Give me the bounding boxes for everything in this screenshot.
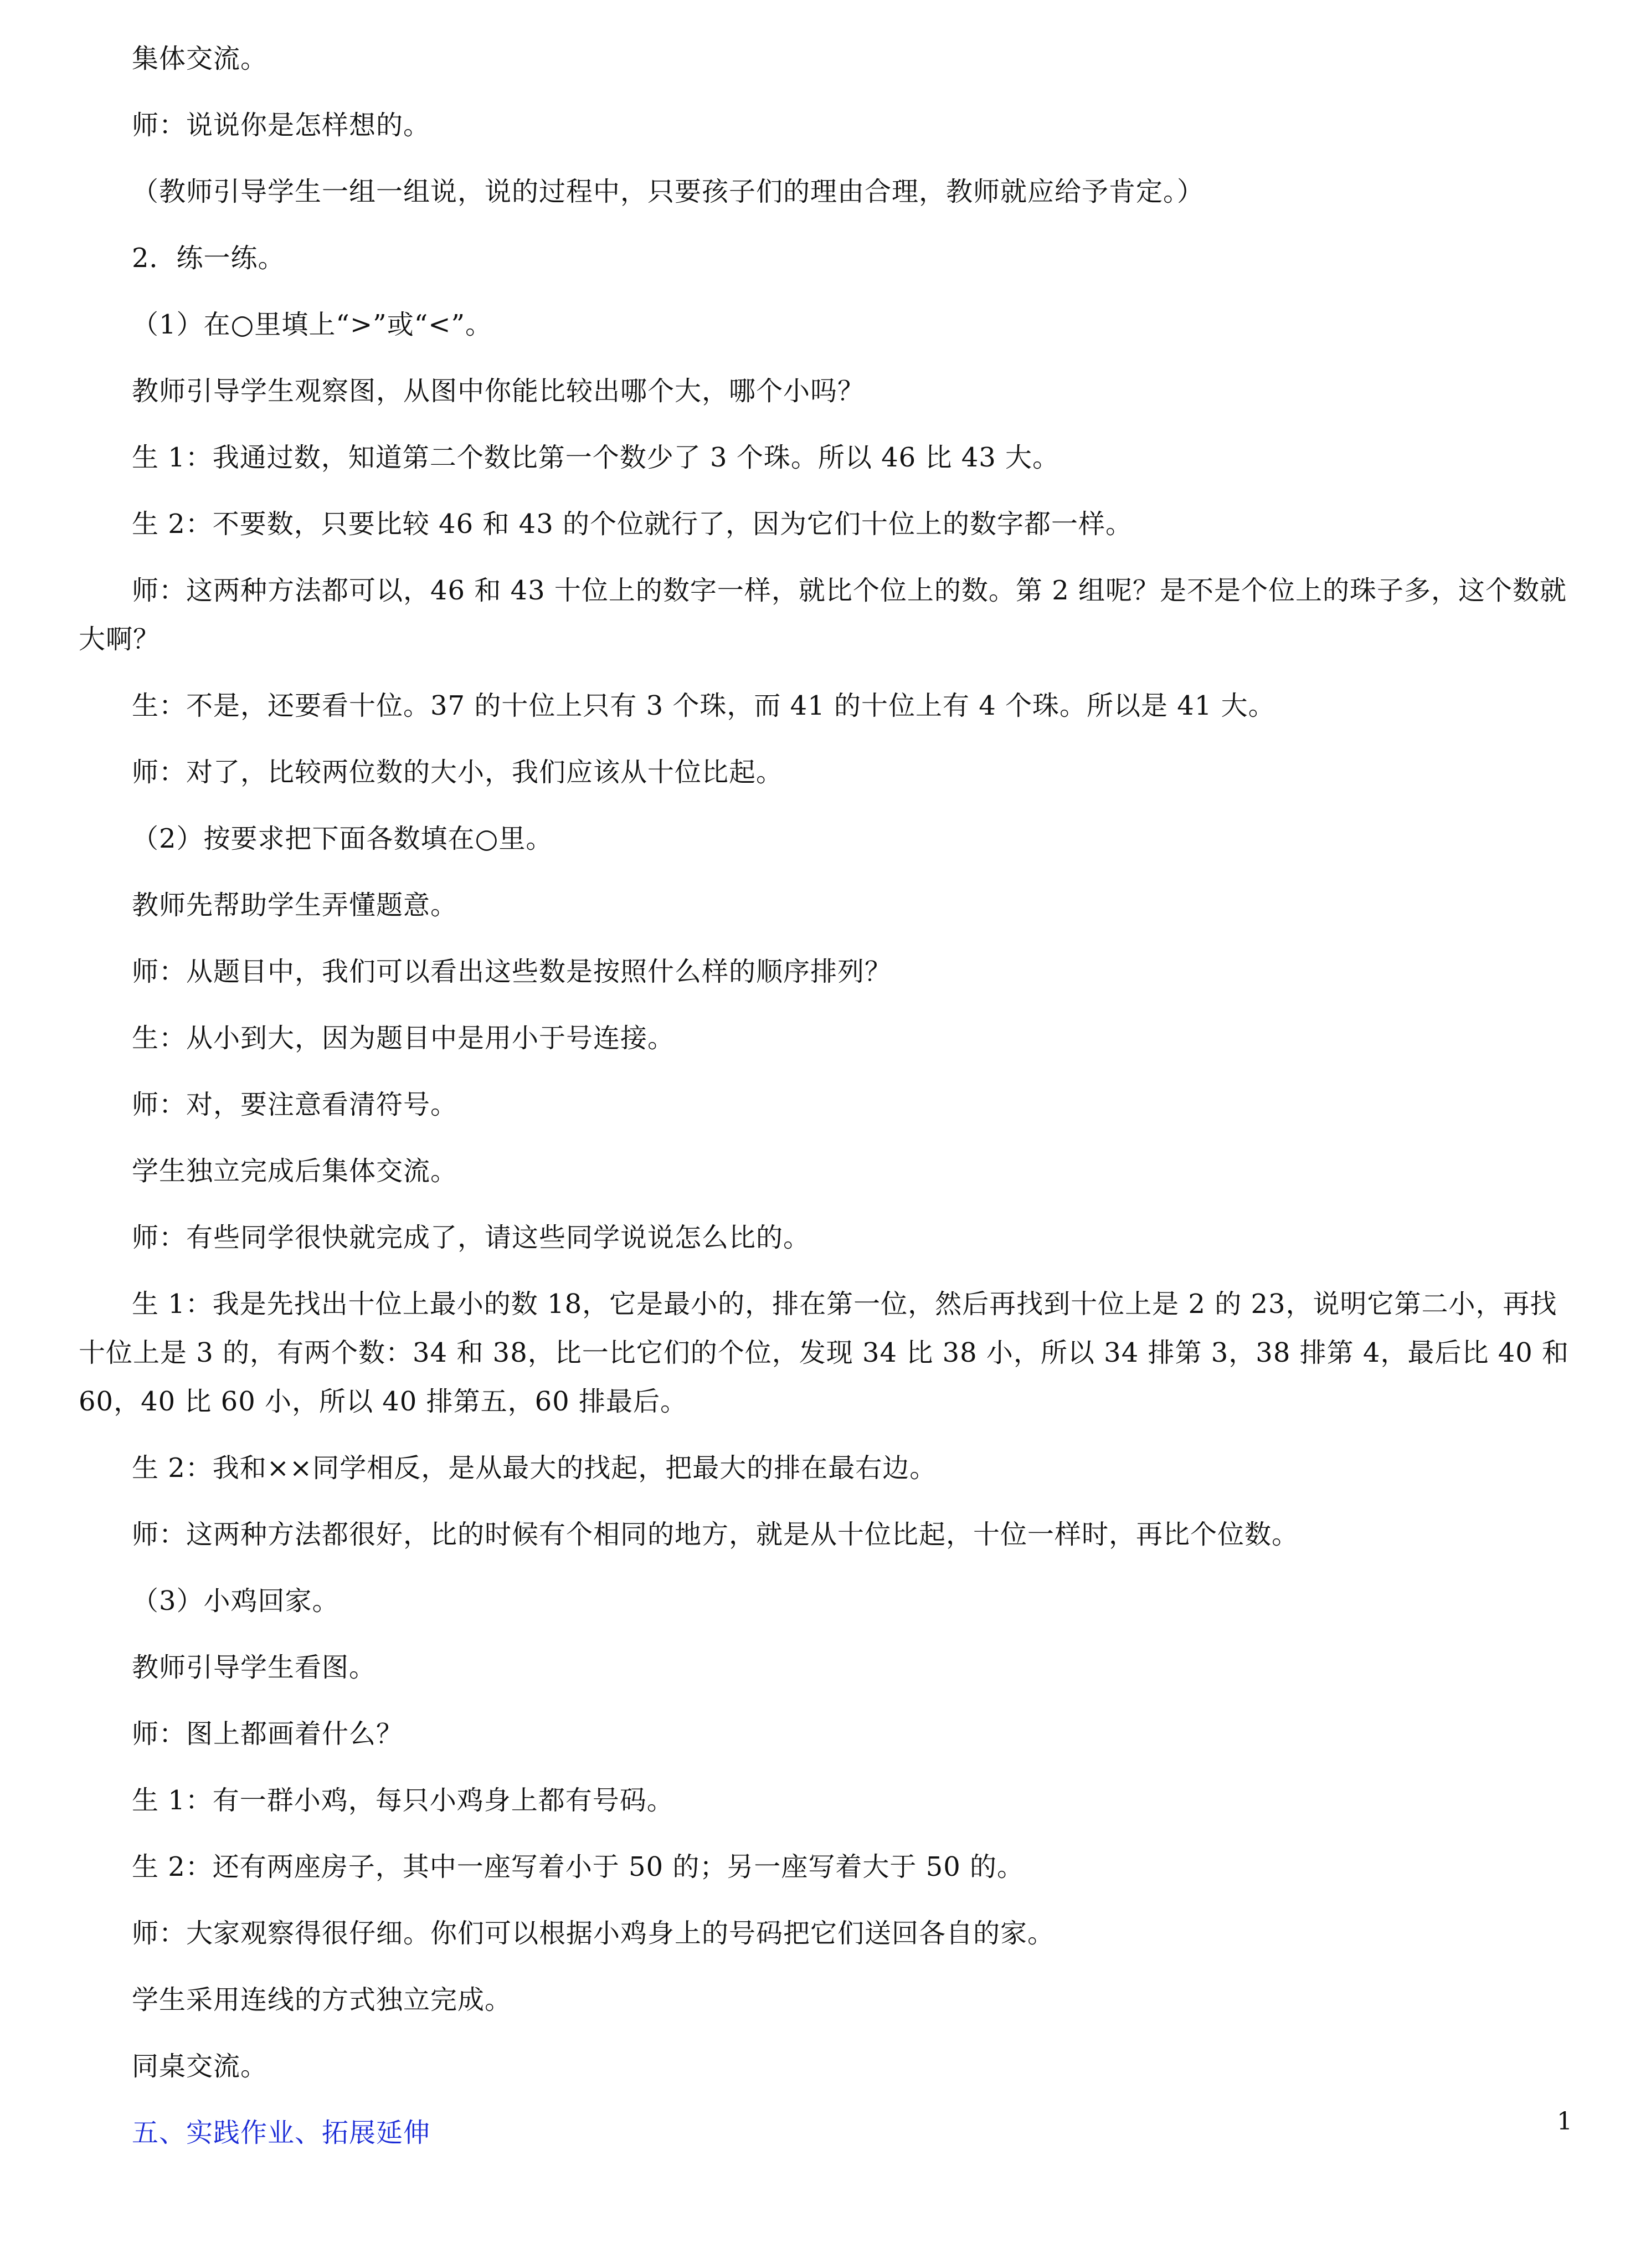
paragraph: 师：说说你是怎样想的。	[132, 110, 431, 141]
paragraph: 师：对了，比较两位数的大小，我们应该从十位比起。	[132, 757, 784, 788]
paragraph: 师：对，要注意看清符号。	[132, 1089, 458, 1120]
paragraph: （2）按要求把下面各数填在○里。	[132, 823, 553, 854]
paragraph: 生 1：有一群小鸡，每只小鸡身上都有号码。	[132, 1785, 674, 1816]
paragraph: 师：这两种方法都很好，比的时候有个相同的地方，就是从十位比起，十位一样时，再比个位数。	[132, 1519, 1299, 1550]
paragraph: 生：不是，还要看十位。37 的十位上只有 3 个珠，而 41 的十位上有 4 个珠。所以是 41 大。	[132, 690, 1275, 721]
paragraph: 2．练一练。	[132, 243, 285, 274]
paragraph: 学生采用连线的方式独立完成。	[132, 1984, 512, 2015]
paragraph: 师：大家观察得很仔细。你们可以根据小鸡身上的号码把它们送回各自的家。	[132, 1918, 1055, 1949]
paragraph: 生 1：我通过数，知道第二个数比第一个数少了 3 个珠。所以 46 比 43 大。	[132, 442, 1060, 473]
paragraph: 生 2：我和××同学相反，是从最大的找起，把最大的排在最右边。	[132, 1453, 937, 1484]
section-heading: 五、实践作业、拓展延伸	[132, 2117, 431, 2148]
paragraph: 师：这两种方法都可以，46 和 43 十位上的数字一样，就比个位上的数。第 2 组呢？是不是个位上的珠子多，这个数就大啊？	[79, 575, 1567, 655]
paragraph: 师：图上都画着什么？	[132, 1718, 404, 1749]
paragraph: 生 2：还有两座房子，其中一座写着小于 50 的；另一座写着大于 50 的。	[132, 1851, 1024, 1882]
document-body	[79, 34, 1574, 2175]
paragraph: 教师引导学生观察图，从图中你能比较出哪个大，哪个小吗？	[132, 376, 865, 407]
paragraph: 同桌交流。	[132, 2051, 268, 2082]
paragraph: 生 2：不要数，只要比较 46 和 43 的个位就行了，因为它们十位上的数字都一样。	[132, 509, 1133, 540]
paragraph: 师：从题目中，我们可以看出这些数是按照什么样的顺序排列？	[132, 956, 892, 987]
page-number: 1	[1557, 2107, 1572, 2136]
paragraph: 教师引导学生看图。	[132, 1652, 377, 1683]
paragraph: 教师先帮助学生弄懂题意。	[132, 890, 458, 921]
paragraph: 集体交流。	[132, 43, 268, 74]
paragraph: 学生独立完成后集体交流。	[132, 1156, 458, 1187]
paragraph: 师：有些同学很快就完成了，请这些同学说说怎么比的。	[132, 1222, 811, 1253]
paragraph: （3）小鸡回家。	[132, 1585, 340, 1617]
paragraph: （教师引导学生一组一组说，说的过程中，只要孩子们的理由合理，教师就应给予肯定。）	[132, 176, 1205, 207]
paragraph: 生 1：我是先找出十位上最小的数 18，它是最小的，排在第一位，然后再找到十位上是 2 的 23，说明它第二小，再找十位上是 3 的，有两个数：34 和 38，比一比它们的个位，发现 34 比 38 小，所以 34 排第 3，38 排第 4，最后比 40 和 60，40 比 60 小，所以 40 排第五，60 排最后。	[79, 1289, 1570, 1417]
paragraph: （1）在○里填上“>”或“<”。	[132, 309, 493, 340]
paragraph: 生：从小到大，因为题目中是用小于号连接。	[132, 1023, 675, 1054]
